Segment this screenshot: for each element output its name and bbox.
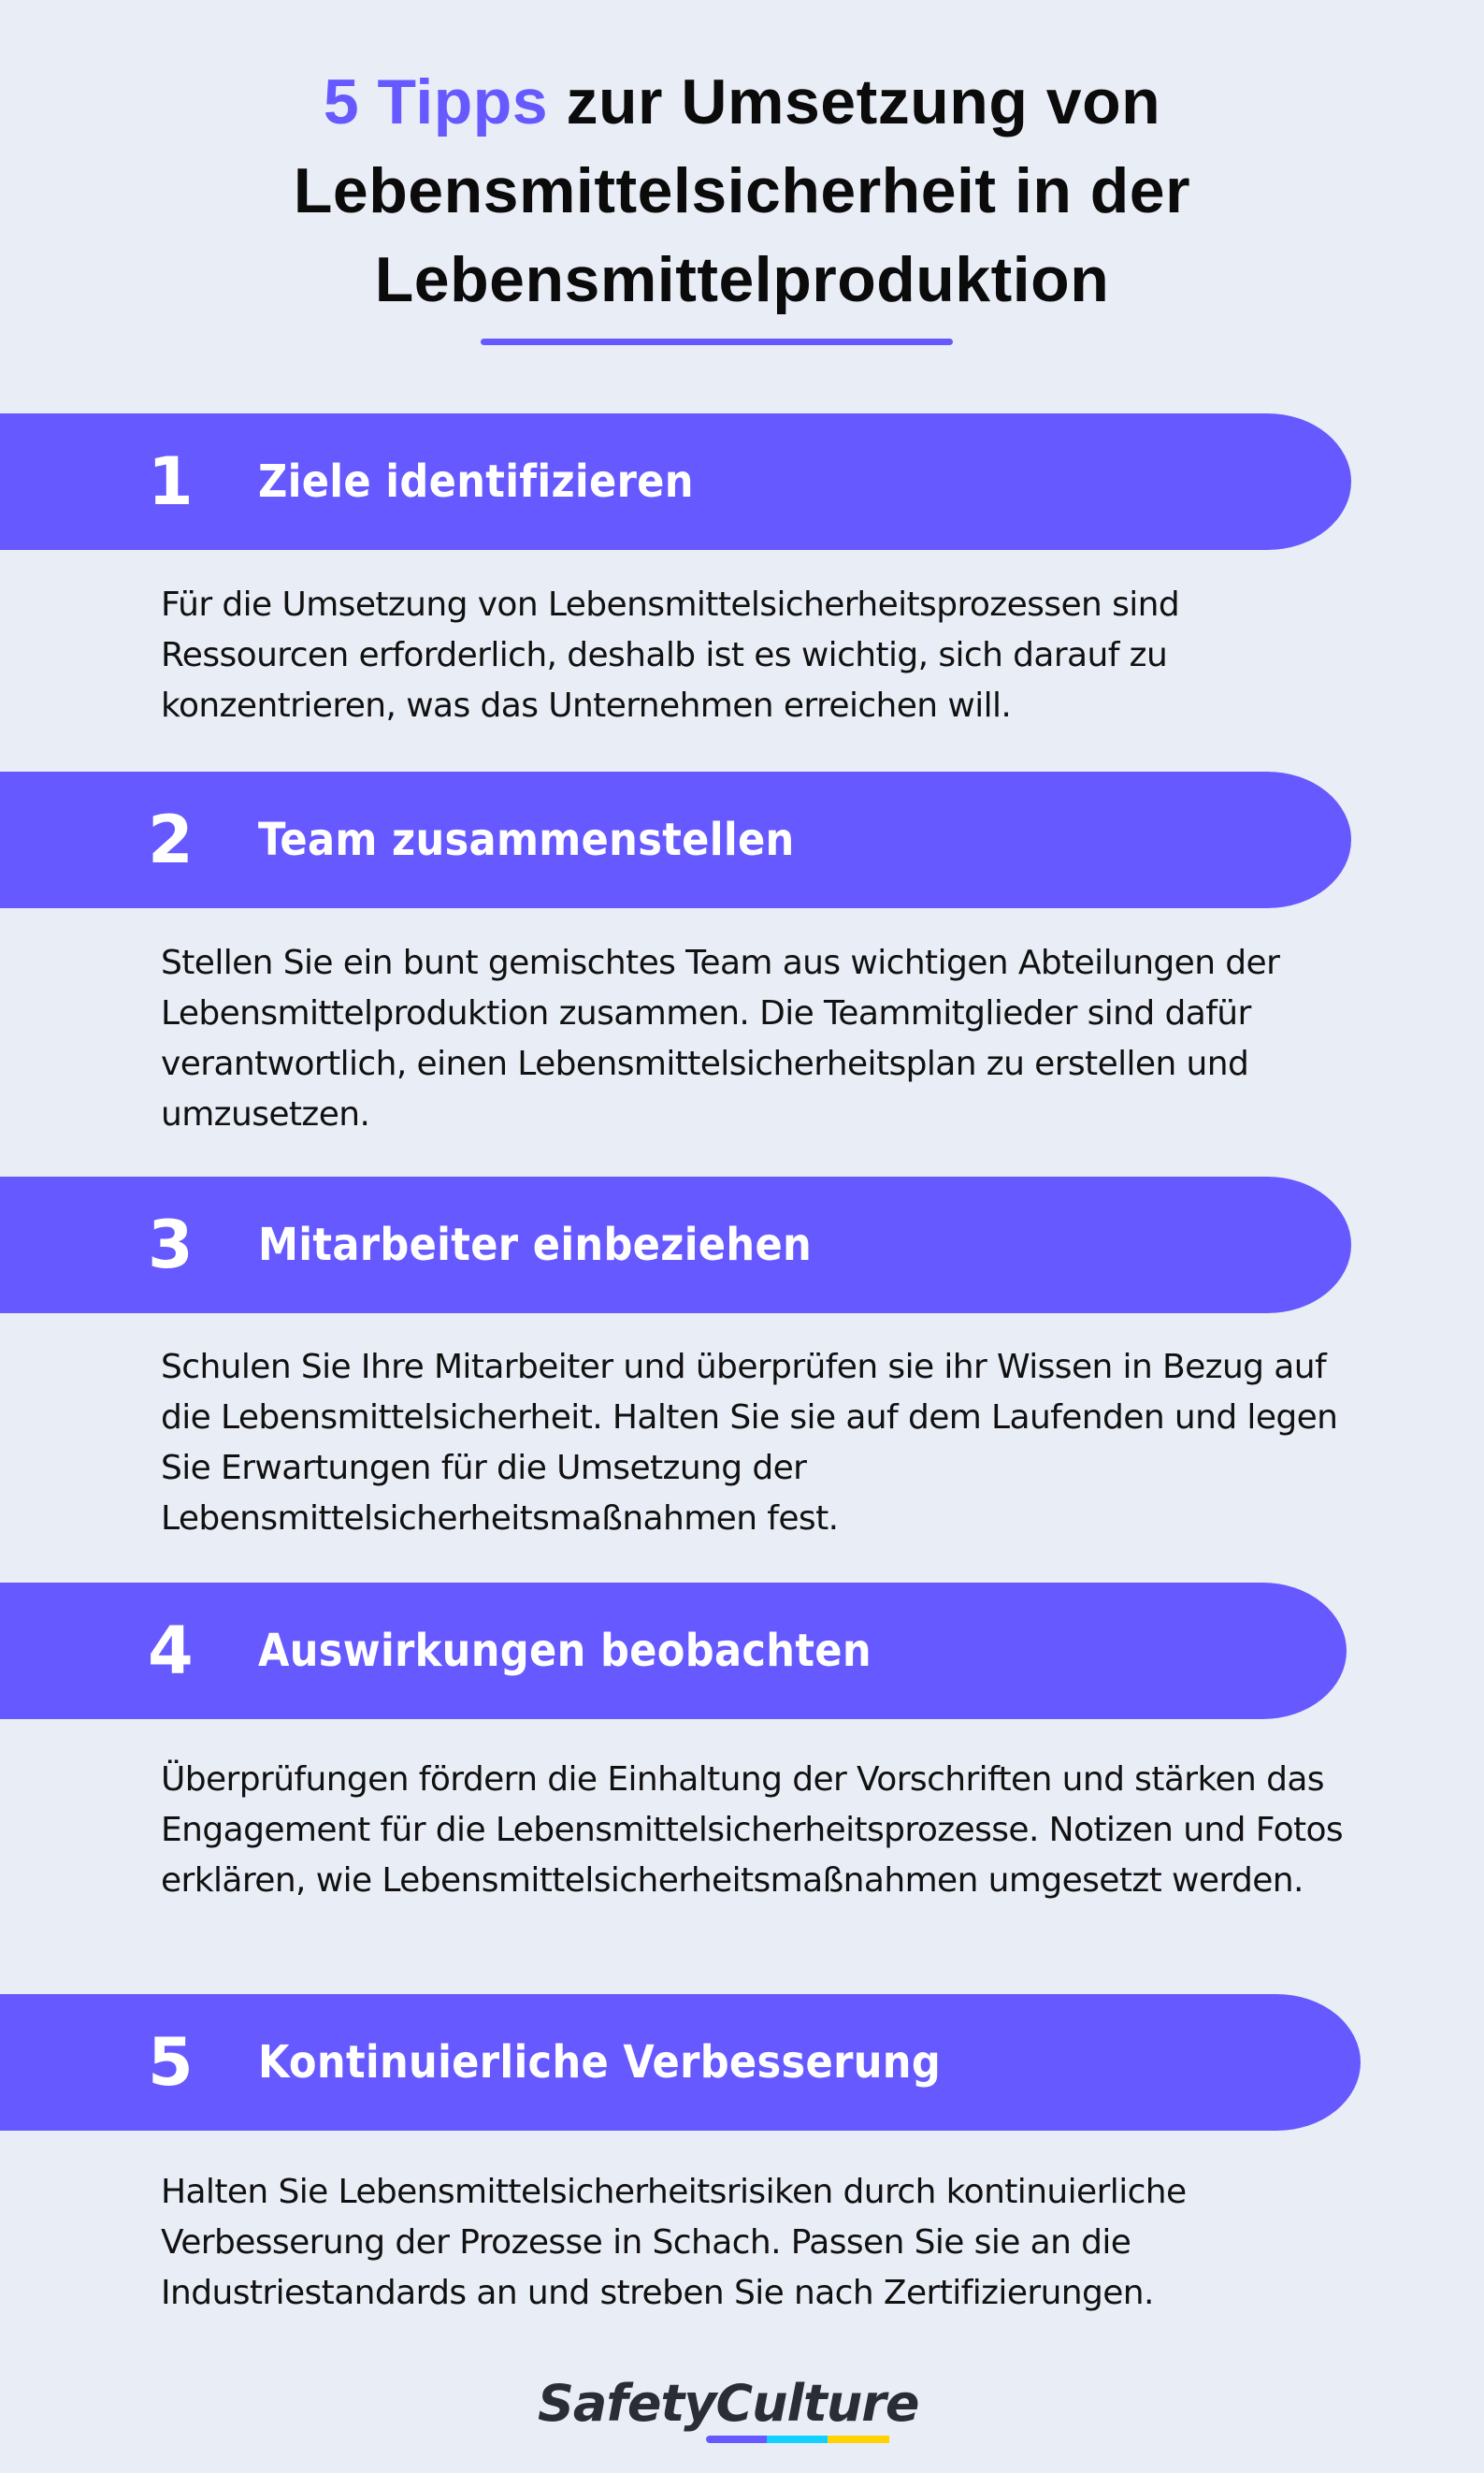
tip-text-3: Schulen Sie Ihre Mitarbeiter und überprüfen sie ihr Wissen in Bezug auf die Lebensmittelsicherheit. Halten Sie sie auf dem Laufenden und legen Sie Erwartungen für die Umsetzung der Lebensmittelsicherheitsmaßnahmen fest. [161, 1348, 1338, 1538]
tip-number: 2 [148, 802, 194, 878]
logo-bar-yellow [828, 2436, 889, 2443]
logo-bar-blue [767, 2436, 828, 2443]
tip-number: 3 [148, 1207, 194, 1283]
tip-heading: Team zusammenstellen [258, 814, 795, 866]
tip-heading: Ziele identifizieren [258, 456, 694, 508]
title-accent: 5 Tipps [323, 66, 549, 137]
tip-banner-2 [0, 772, 1351, 908]
tip-number: 4 [148, 1613, 194, 1689]
tip-text-4: Überprüfungen fördern die Einhaltung der Vorschriften und stärken das Engagement für die Lebensmittelsicherheitsprozesse. Notizen und Fotos erklären, wie Lebensmittelsicherheitsmaßnahmen umgesetzt werden. [161, 1760, 1344, 1900]
logo-bar-purple [706, 2436, 767, 2443]
tip-text-2: Stellen Sie ein bunt gemischtes Team aus wichtigen Abteilungen der Lebensmittelproduktion zusammen. Die Teammitglieder sind dafür verantwortlich, einen Lebensmittelsicherheitsplan zu erstellen und umzusetzen. [161, 944, 1280, 1134]
tip-heading: Mitarbeiter einbeziehen [258, 1219, 813, 1271]
page-title [0, 58, 1484, 325]
logo-text: SafetyCulture [538, 2374, 919, 2433]
tip-text-5: Halten Sie Lebensmittelsicherheitsrisiken durch kontinuierliche Verbesserung der Prozesse in Schach. Passen Sie sie an die Industriestandards an und streben Sie nach Zertifizierungen. [161, 2173, 1187, 2312]
safetyculture-logo [538, 2374, 919, 2441]
tip-banner-1 [0, 413, 1351, 550]
title-underline [481, 339, 953, 345]
tip-banner-5 [0, 1994, 1361, 2131]
tip-banner-4 [0, 1583, 1347, 1719]
tip-heading: Kontinuierliche Verbesserung [258, 2036, 942, 2089]
title-line3: Lebensmittelproduktion [374, 244, 1110, 315]
tip-text-1: Für die Umsetzung von Lebensmittelsicherheitsprozessen sind Ressourcen erforderlich, deshalb ist es wichtig, sich darauf zu konzentrieren, was das Unternehmen erreichen will. [161, 586, 1180, 725]
tip-number: 5 [148, 2024, 194, 2101]
title-line1: zur Umsetzung von [548, 66, 1161, 137]
tip-heading: Auswirkungen beobachten [258, 1625, 872, 1677]
tip-banner-3 [0, 1177, 1351, 1313]
title-line2: Lebensmittelsicherheit in der [293, 155, 1191, 226]
tip-number: 1 [148, 443, 194, 520]
